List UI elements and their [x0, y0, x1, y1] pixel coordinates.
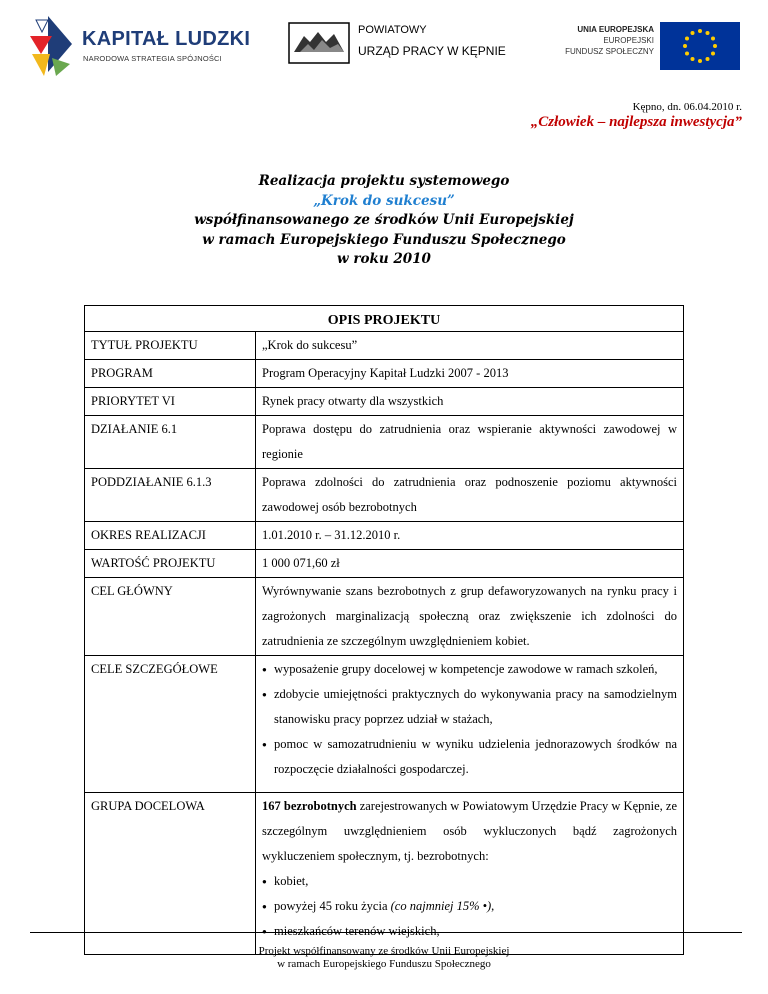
row-value: Poprawa zdolności do zatrudnienia oraz podnoszenie poziomu aktywności zawodowej osób bezrobotnych [256, 469, 684, 522]
row-label: TYTUŁ PROJEKTU [85, 332, 256, 360]
row-label: GRUPA DOCELOWA [85, 793, 256, 955]
list-item-tail: , [491, 899, 495, 913]
list-item-text: kobiet, [274, 874, 309, 888]
table-row [85, 550, 684, 578]
row-value: Wyrównywanie szans bezrobotnych z grup defaworyzowanych na rynku pracy i zagrożonych marginalizacją społeczną oraz zwiększenie ich zdolności do zatrudnienia ze szczególnym uwzględnieniem kobiet. [256, 578, 684, 656]
page-header [0, 0, 768, 90]
title-line3: współfinansowanego ze środków Unii Europejskiej [194, 212, 574, 228]
row-label: CEL GŁÓWNY [85, 578, 256, 656]
kapital-ludzki-emblem-icon [26, 14, 76, 78]
motto: „Człowiek – najlepsza inwestycja” [530, 114, 742, 130]
pup-line2: URZĄD PRACY W KĘPNIE [358, 44, 506, 58]
list-item-text: mieszkańców terenów wiejskich, [274, 924, 440, 938]
title-line5: w roku 2010 [337, 251, 431, 267]
list-item [262, 894, 677, 919]
pup-line1: POWIATOWY [358, 24, 427, 36]
row-label: PRIORYTET VI [85, 388, 256, 416]
row-value: Rynek pracy otwarty dla wszystkich [256, 388, 684, 416]
document-title [0, 172, 768, 270]
list-item-text: powyżej 45 roku życia [274, 899, 391, 913]
eu-line1: UNIA EUROPEJSKA [577, 25, 654, 34]
eu-logo-text [565, 24, 654, 57]
row-value [256, 656, 684, 793]
table-row [85, 469, 684, 522]
eu-line2: EUROPEJSKI [603, 36, 654, 45]
title-line4: w ramach Europejskiego Funduszu Społecznego [202, 231, 566, 248]
grupa-count: 167 bezrobotnych [262, 799, 357, 813]
row-label: DZIAŁANIE 6.1 [85, 416, 256, 469]
table-heading: OPIS PROJEKTU [85, 306, 684, 332]
page-footer [0, 945, 768, 971]
cele-list [262, 657, 677, 782]
pup-emblem-icon [288, 22, 350, 64]
project-description-table [84, 305, 684, 955]
list-item: ● wyposażenie grupy docelowej w kompetencje zawodowe w ramach szkoleń, [262, 657, 677, 682]
document-date: Kępno, dn. 06.04.2010 r. [632, 101, 742, 113]
row-value: 1.01.2010 r. – 31.12.2010 r. [256, 522, 684, 550]
table-row [85, 578, 684, 656]
table-row [85, 522, 684, 550]
footer-line2: w ramach Europejskiego Funduszu Społecznego [277, 958, 491, 970]
list-item: ● zdobycie umiejętności praktycznych do wykonywania pracy na samodzielnym stanowisku pracy poprzez udział w stażach, [262, 682, 677, 732]
list-item-note: (co najmniej 15% •) [390, 899, 492, 913]
row-label: PODDZIAŁANIE 6.1.3 [85, 469, 256, 522]
eu-flag-icon [660, 22, 740, 70]
kapital-ludzki-subtitle: NARODOWA STRATEGIA SPÓJNOŚCI [83, 54, 222, 63]
table-row [85, 360, 684, 388]
row-value: Program Operacyjny Kapitał Ludzki 2007 - 2013 [256, 360, 684, 388]
row-value: Poprawa dostępu do zatrudnienia oraz wspieranie aktywności zawodowej w regionie [256, 416, 684, 469]
grupa-intro-text: zarejestrowanych w Powiatowym Urzędzie Pracy w Kępnie, ze szczególnym uwzględnieniem osób wykluczonych bądź zagrożonych wykluczeniem społecznym, tj. bezrobotnych: [262, 799, 677, 863]
eu-logo [565, 18, 744, 70]
row-label: CELE SZCZEGÓŁOWE [85, 656, 256, 793]
row-label: WARTOŚĆ PROJEKTU [85, 550, 256, 578]
kapital-ludzki-title: KAPITAŁ LUDZKI [82, 28, 251, 50]
row-value: „Krok do sukcesu” [256, 332, 684, 360]
list-item [262, 869, 677, 894]
list-item: ● pomoc w samozatrudnieniu w wyniku udzielenia jednorazowych środków na rozpoczęcie działalności gospodarczej. [262, 732, 677, 782]
eu-line3: FUNDUSZ SPOŁECZNY [565, 47, 654, 56]
footer-line1: Projekt współfinansowany ze środków Unii Europejskiej [258, 945, 510, 957]
title-line2-project-name: „Krok do sukcesu” [313, 192, 455, 209]
row-value [256, 793, 684, 955]
row-label: OKRES REALIZACJI [85, 522, 256, 550]
pup-logo [288, 22, 508, 66]
table-heading-row [85, 306, 684, 332]
kapital-ludzki-logo [26, 14, 251, 78]
footer-divider [30, 932, 742, 933]
table-row-grupa-docelowa [85, 793, 684, 955]
row-value: 1 000 071,60 zł [256, 550, 684, 578]
table-row-cele-szczegolowe [85, 656, 684, 793]
grupa-intro [262, 794, 677, 869]
table-row [85, 416, 684, 469]
title-line1: Realizacja projektu systemowego [258, 173, 510, 189]
row-label: PROGRAM [85, 360, 256, 388]
table-row [85, 332, 684, 360]
table-row [85, 388, 684, 416]
